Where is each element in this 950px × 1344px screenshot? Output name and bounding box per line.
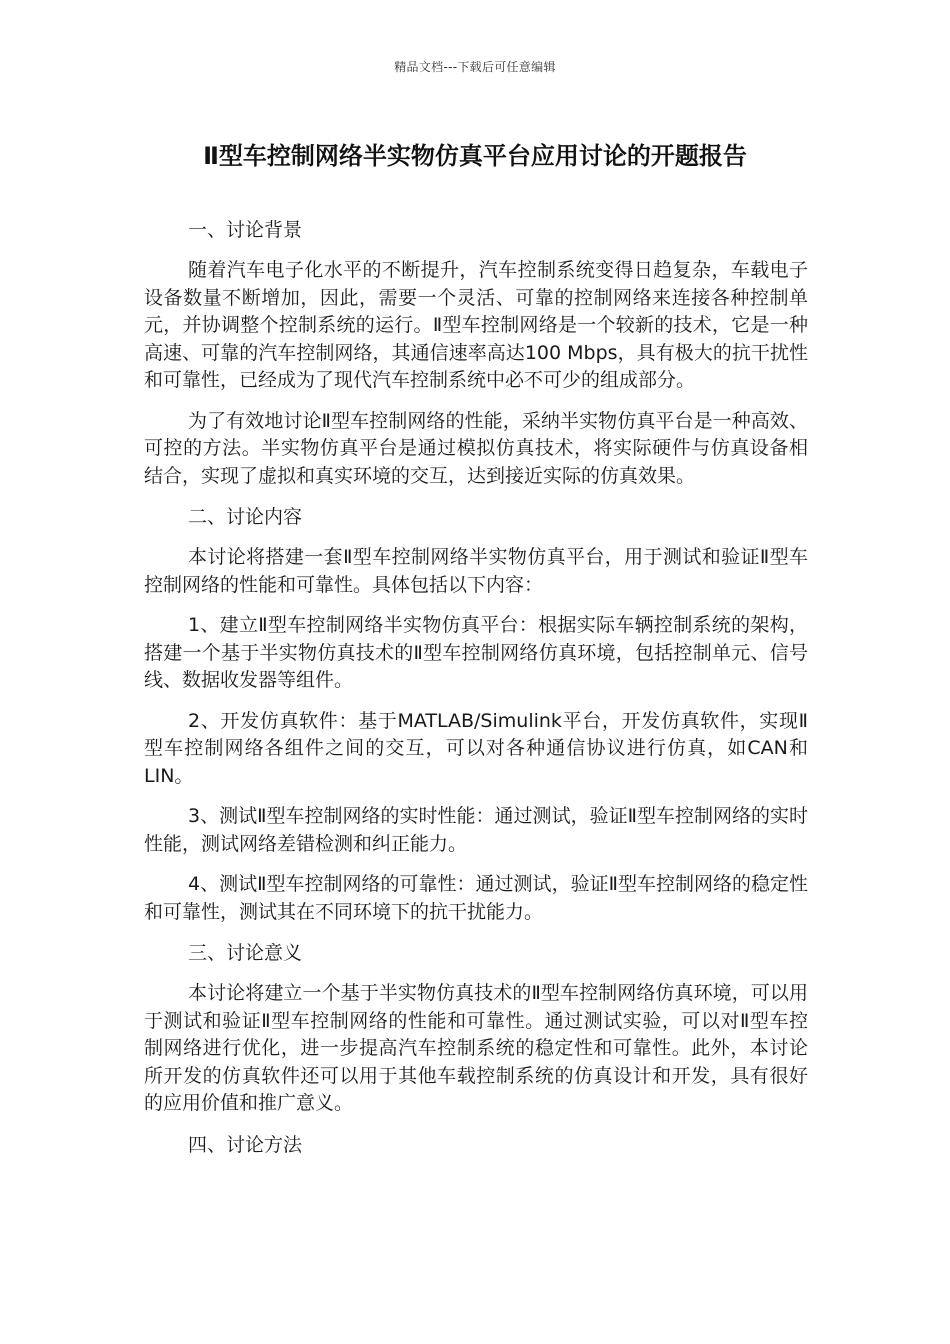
section-background <box>144 216 808 490</box>
list-item: 3、测试Ⅱ型车控制网络的实时性能：通过测试，验证Ⅱ型车控制网络的实时性能，测试网络差错检测和纠正能力。 <box>144 805 808 855</box>
section-heading: 二、讨论内容 <box>188 506 303 528</box>
paragraph: 随着汽车电子化水平的不断提升，汽车控制系统变得日趋复杂，车载电子设备数量不断增加，因此，需要一个灵活、可靠的控制网络来连接各种控制单元，并协调整个控制系统的运行。Ⅱ型车控制网络是一个较新的技术，它是一种高速、可靠的汽车控制网络，其通信速率高达100 Mbps，具有极大的抗干扰性和可靠性，已经成为了现代汽车控制系统中必不可少的组成部分。 <box>144 259 808 391</box>
section-heading: 三、讨论意义 <box>188 942 303 964</box>
list-item: 1、建立Ⅱ型车控制网络半实物仿真平台：根据实际车辆控制系统的架构，搭建一个基于半实物仿真技术的Ⅱ型车控制网络仿真环境，包括控制单元、信号线、数据收发器等组件。 <box>144 614 808 691</box>
section-heading: 四、讨论方法 <box>188 1133 303 1156</box>
section-heading: 一、讨论背景 <box>188 219 303 241</box>
list-item: 4、测试Ⅱ型车控制网络的可靠性：通过测试，验证Ⅱ型车控制网络的稳定性和可靠性，测试其在不同环境下的抗干扰能力。 <box>144 873 808 923</box>
paragraph: 本讨论将搭建一套Ⅱ型车控制网络半实物仿真平台，用于测试和验证Ⅱ型车控制网络的性能和可靠性。具体包括以下内容： <box>144 546 808 596</box>
section-significance <box>144 939 808 1118</box>
header-note: 精品文档---下载后可任意编辑 <box>394 60 556 74</box>
section-content <box>144 503 808 926</box>
list-item: 2、开发仿真软件：基于MATLAB/Simulink平台，开发仿真软件，实现Ⅱ型车控制网络各组件之间的交互，可以对各种通信协议进行仿真，如CAN和LIN。 <box>144 709 808 787</box>
paragraph: 本讨论将建立一个基于半实物仿真技术的Ⅱ型车控制网络仿真环境，可以用于测试和验证Ⅱ型车控制网络的性能和可靠性。通过测试实验，可以对Ⅱ型车控制网络进行优化，进一步提高汽车控制系统的稳定性和可靠性。此外，本讨论所开发的仿真软件还可以用于其他车载控制系统的仿真设计和开发，具有很好的应用价值和推广意义。 <box>144 982 808 1114</box>
paragraph: 为了有效地讨论Ⅱ型车控制网络的性能，采纳半实物仿真平台是一种高效、可控的方法。半实物仿真平台是通过模拟仿真技术，将实际硬件与仿真设备相结合，实现了虚拟和真实环境的交互，达到接近实际的仿真效果。 <box>144 409 808 487</box>
section-methods <box>144 1131 808 1159</box>
document-body <box>144 216 808 1172</box>
document-title: Ⅱ型车控制网络半实物仿真平台应用讨论的开题报告 <box>203 142 747 170</box>
